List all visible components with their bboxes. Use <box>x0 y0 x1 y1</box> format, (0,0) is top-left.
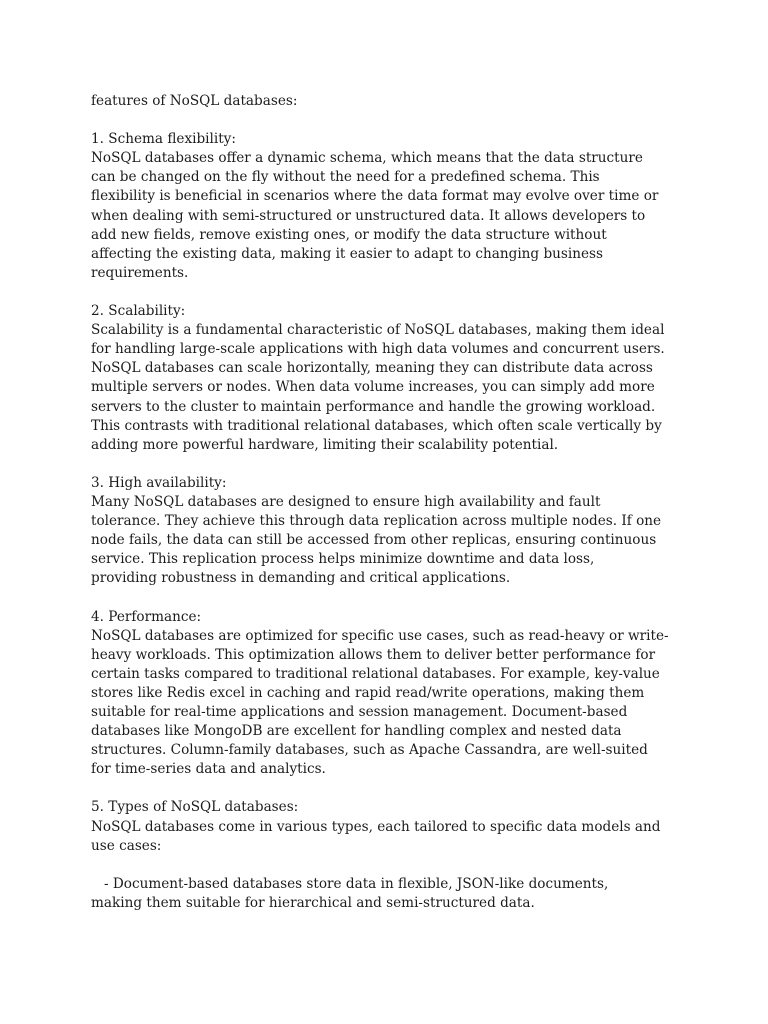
paragraph-line: certain tasks compared to traditional relational databases. For example, key-value <box>91 665 660 682</box>
paragraph-line: NoSQL databases are optimized for specific use cases, such as read-heavy or write- <box>91 627 669 644</box>
paragraph-line: structures. Column-family databases, such as Apache Cassandra, are well-suited <box>91 742 648 759</box>
paragraph-line: when dealing with semi-structured or unstructured data. It allows developers to <box>91 207 646 224</box>
paragraph-line: heavy workloads. This optimization allows them to deliver better performance for <box>91 646 656 663</box>
spacer <box>91 779 691 798</box>
paragraph-line: multiple servers or nodes. When data volume increases, you can simply add more <box>91 379 655 396</box>
section-types-of-nosql <box>91 798 691 855</box>
paragraph-line: NoSQL databases offer a dynamic schema, which means that the data structure <box>91 150 643 167</box>
section-title: 2. Scalability: <box>91 303 186 320</box>
section-title: 1. Schema flexibility: <box>91 131 236 148</box>
section-performance <box>91 608 691 780</box>
paragraph-line: providing robustness in demanding and critical applications. <box>91 570 511 587</box>
section-title: 5. Types of NoSQL databases: <box>91 799 299 816</box>
paragraph-line: add new fields, remove existing ones, or modify the data structure without <box>91 226 607 243</box>
bullet-line: - Document-based databases store data in flexible, JSON-like documents, <box>91 875 609 892</box>
paragraph-line: node fails, the data can still be accessed from other replicas, ensuring continuous <box>91 532 657 549</box>
paragraph-line: requirements. <box>91 264 189 281</box>
paragraph-line: NoSQL databases can scale horizontally, meaning they can distribute data across <box>91 360 653 377</box>
bullet-item-document-based <box>91 875 691 913</box>
spacer <box>91 283 691 302</box>
spacer <box>91 455 691 474</box>
paragraph-line: databases like MongoDB are excellent for handling complex and nested data <box>91 723 622 740</box>
section-high-availability <box>91 474 691 589</box>
paragraph-line: NoSQL databases come in various types, each tailored to specific data models and <box>91 818 661 835</box>
paragraph-line: suitable for real-time applications and session management. Document-based <box>91 704 628 720</box>
spacer <box>91 588 691 607</box>
section-title: 3. High availability: <box>91 474 227 491</box>
paragraph-line: Scalability is a fundamental characteristic of NoSQL databases, making them ideal <box>91 322 665 339</box>
paragraph-line: flexibility is beneficial in scenarios where the data format may evolve over time or <box>91 188 659 205</box>
paragraph-line: tolerance. They achieve this through data replication across multiple nodes. If one <box>91 513 662 530</box>
section-title: 4. Performance: <box>91 608 202 625</box>
section-scalability <box>91 302 691 455</box>
paragraph-line: use cases: <box>91 837 162 854</box>
paragraph-line: This contrasts with traditional relational databases, which often scale vertically by <box>91 417 662 434</box>
paragraph-line: Many NoSQL databases are designed to ensure high availability and fault <box>91 493 601 510</box>
spacer <box>91 111 691 130</box>
spacer <box>91 856 691 875</box>
paragraph-line: stores like Redis excel in caching and rapid read/write operations, making them <box>91 684 645 701</box>
paragraph-line: service. This replication process helps minimize downtime and data loss, <box>91 551 595 568</box>
section-schema-flexibility <box>91 130 691 283</box>
document-page <box>91 92 691 913</box>
paragraph-line: can be changed on the fly without the need for a predefined schema. This <box>91 169 600 186</box>
bullet-line: making them suitable for hierarchical and semi-structured data. <box>91 894 535 911</box>
paragraph-line: for handling large-scale applications with high data volumes and concurrent users. <box>91 341 665 358</box>
paragraph-line: servers to the cluster to maintain performance and handle the growing workload. <box>91 398 656 415</box>
paragraph-line: adding more powerful hardware, limiting their scalability potential. <box>91 436 559 453</box>
document-heading: features of NoSQL databases: <box>91 93 298 109</box>
paragraph-line: affecting the existing data, making it easier to adapt to changing business <box>91 245 603 262</box>
paragraph-line: for time-series data and analytics. <box>91 761 326 778</box>
